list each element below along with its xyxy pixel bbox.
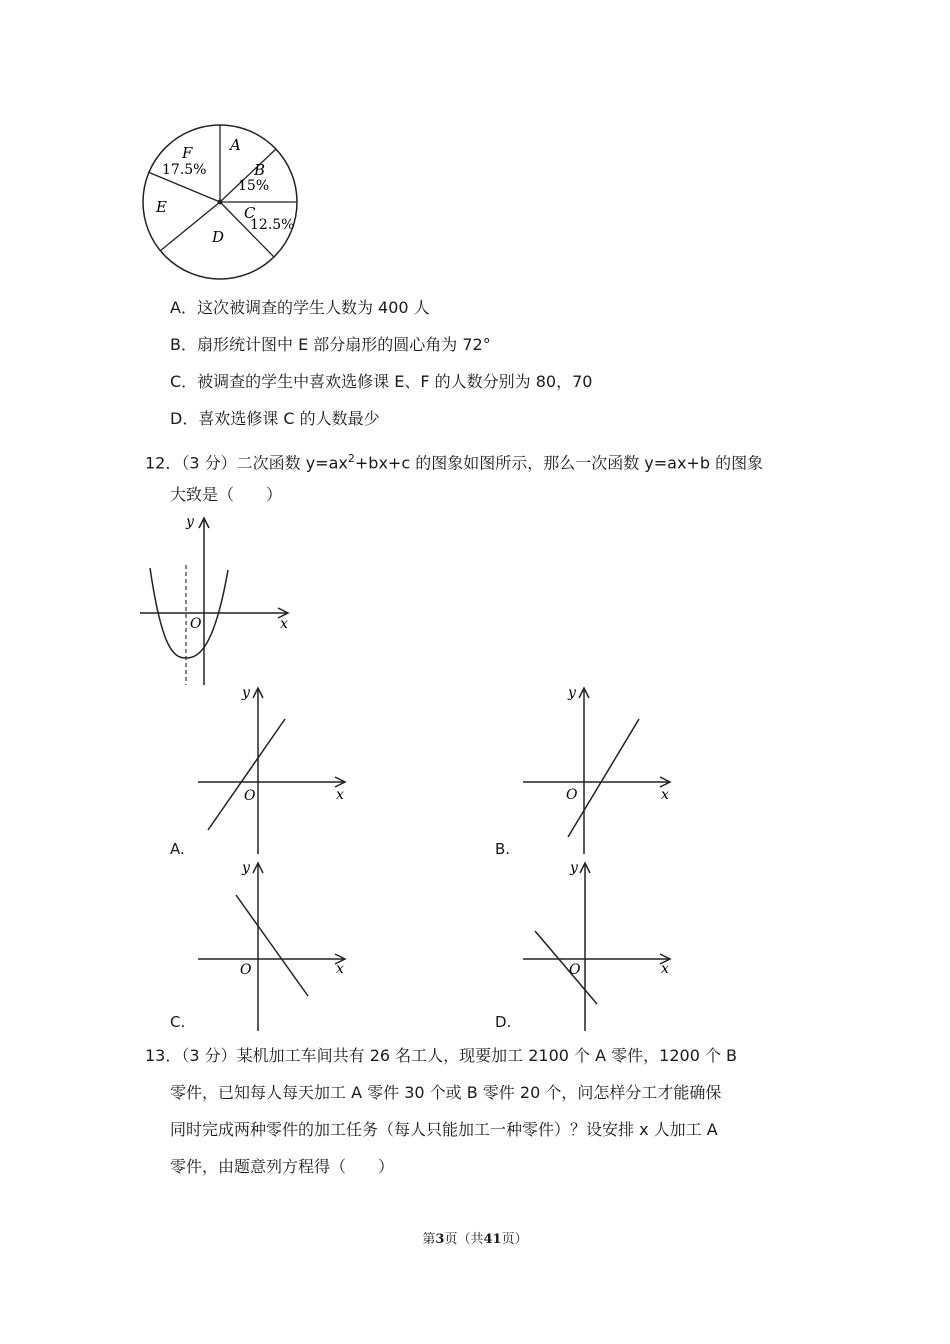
q13-line3: 同时完成两种零件的加工任务（每人只能加工一种零件）？设安排 x 人加工 A bbox=[170, 1120, 718, 1139]
parabola-origin-label: O bbox=[190, 616, 202, 632]
parabola-x-label: x bbox=[280, 616, 288, 632]
option-a-x-label: x bbox=[336, 787, 344, 803]
pie-chart-figure bbox=[140, 120, 305, 285]
page-footer bbox=[0, 1228, 950, 1247]
pie-divider-de bbox=[160, 202, 220, 251]
footer-prefix: 第 bbox=[422, 1232, 436, 1247]
q11-option-c: C．被调查的学生中喜欢选修课 E、F 的人数分别为 80，70 bbox=[170, 372, 593, 391]
pie-label-b: B bbox=[254, 161, 266, 179]
option-a-graph bbox=[190, 682, 360, 857]
pie-percent-f: 17.5% bbox=[162, 162, 207, 178]
pie-label-d: D bbox=[212, 228, 225, 246]
option-b-graph bbox=[515, 682, 685, 857]
option-b-x-label: x bbox=[661, 787, 669, 803]
parabola-figure bbox=[140, 510, 300, 690]
option-d-label: D. bbox=[495, 1013, 512, 1031]
option-b-line bbox=[568, 719, 639, 837]
option-d-y-label: y bbox=[570, 860, 578, 876]
q13-line4: 零件，由题意列方程得（ ） bbox=[170, 1157, 395, 1176]
footer-suffix: 页） bbox=[501, 1232, 528, 1247]
q12-stem-prefix: 12．（3 分）二次函数 y=ax bbox=[145, 453, 348, 473]
pie-label-c: C bbox=[244, 204, 256, 222]
option-d-origin-label: O bbox=[569, 962, 581, 978]
q13-line2: 零件，已知每人每天加工 A 零件 30 个或 B 零件 20 个，问怎样分工才能确保 bbox=[170, 1083, 722, 1102]
option-b-origin-label: O bbox=[566, 787, 578, 803]
option-d-x-label: x bbox=[661, 961, 669, 977]
footer-total-pages: 41 bbox=[483, 1232, 502, 1247]
option-a-line bbox=[208, 719, 285, 830]
option-a-origin-label: O bbox=[244, 788, 256, 804]
option-c-origin-label: O bbox=[240, 962, 252, 978]
option-d-graph bbox=[515, 855, 685, 1033]
option-c-y-label: y bbox=[242, 860, 250, 876]
option-d-line bbox=[535, 931, 597, 1004]
q12-stem-sup: 2 bbox=[347, 452, 355, 465]
q12-stem-line1 bbox=[145, 448, 763, 474]
q11-option-a: A．这次被调查的学生人数为 400 人 bbox=[170, 298, 430, 317]
pie-label-e: E bbox=[156, 198, 167, 216]
option-c-label: C. bbox=[170, 1013, 186, 1031]
q13-line1: 13．（3 分）某机加工车间共有 26 名工人，现要加工 2100 个 A 零件，1200 个 B bbox=[145, 1046, 738, 1065]
option-a-label: A. bbox=[170, 840, 185, 858]
option-b-y-label: y bbox=[568, 685, 576, 701]
option-b-label: B. bbox=[495, 840, 511, 858]
footer-middle: 页（共 bbox=[444, 1232, 484, 1247]
footer-page-number: 3 bbox=[435, 1232, 445, 1247]
pie-label-a: A bbox=[230, 136, 241, 154]
parabola-y-label: y bbox=[186, 514, 194, 530]
pie-percent-c: 12.5% bbox=[250, 217, 295, 233]
q12-stem-suffix: +bx+c 的图象如图所示，那么一次函数 y=ax+b 的图象 bbox=[354, 453, 764, 473]
option-a-y-label: y bbox=[242, 685, 250, 701]
pie-center-dot bbox=[218, 200, 223, 205]
q12-stem-line2: 大致是（ ） bbox=[170, 485, 283, 504]
q11-option-d: D．喜欢选修课 C 的人数最少 bbox=[170, 409, 380, 428]
pie-label-f: F bbox=[182, 144, 193, 162]
option-c-x-label: x bbox=[336, 961, 344, 977]
pie-divider-ab bbox=[220, 149, 276, 202]
option-c-graph bbox=[190, 855, 360, 1033]
q11-option-b: B．扇形统计图中 E 部分扇形的圆心角为 72° bbox=[170, 335, 491, 354]
pie-percent-b: 15% bbox=[238, 178, 270, 194]
option-c-line bbox=[236, 895, 308, 996]
